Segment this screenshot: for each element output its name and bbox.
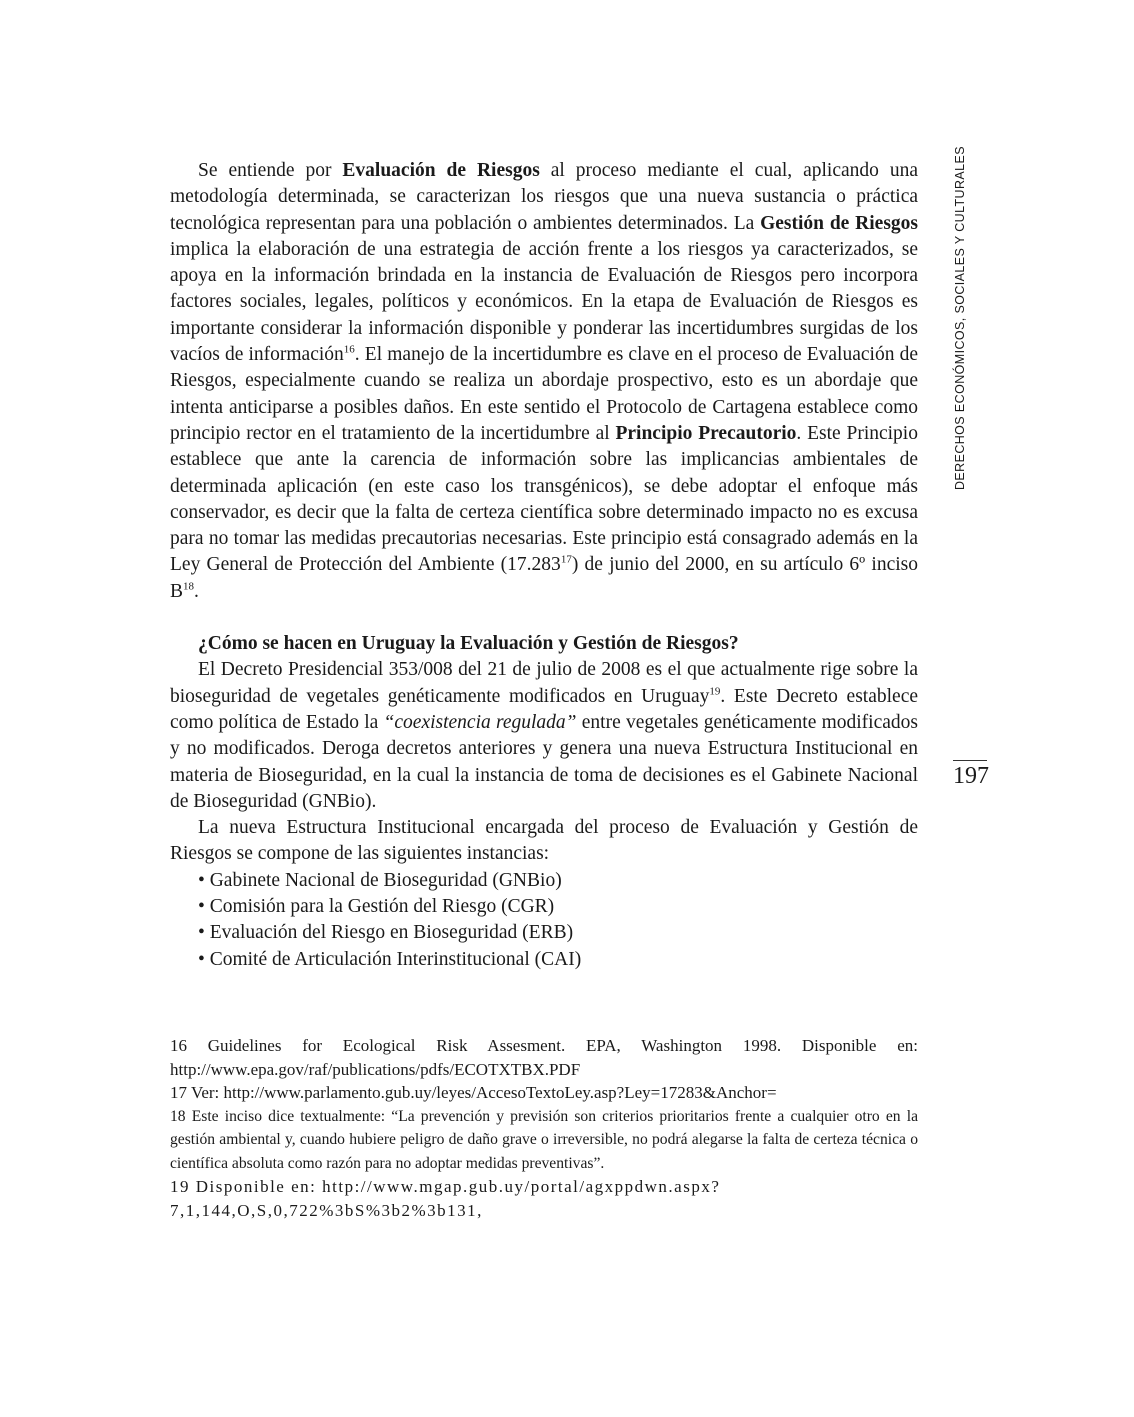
main-text <box>170 158 918 973</box>
paragraph-risk-definitions: Se entiende por Evaluación de Riesgos al proceso mediante el cual, aplicando una metodología determinada, se caracterizan los riesgos que una nueva sustancia o práctica tecnológica representan para una población o ambientes determinados. La Gestión de Riesgos implica la elaboración de una estrategia de acción frente a los riesgos ya caracterizados, se apoya en la información brindada en la instancia de Evaluación de Riesgos pero incorpora factores sociales, legales, políticos y económicos. En la etapa de Evaluación de Riesgos es importante considerar la información disponible y ponderar las incertidumbres surgidas de los vacíos de información$^{16}$. El manejo de la incertidumbre es clave en el proceso de Evaluación de Riesgos, especialmente cuando se realiza un abordaje prospectivo, esto es un abordaje que intenta anticiparse a posibles daños. En este sentido el Protocolo de Cartagena establece como principio rector en el tratamiento de la incertidumbre al Principio Precautorio. Este Principio establece que ante la carencia de información sobre las implicancias ambientales de determinada aplicación (en este caso los transgénicos), se debe adoptar el enfoque más conservador, es decir que la falta de certeza científica sobre determinado impacto no es excusa para no tomar las medidas precautorias necesarias. Este principio está consagrado además en la Ley General de Protección del Ambiente (17.283$^{17}$) de junio del 2000, en su artículo 6º inciso $B^{18}$. <box>170 160 918 602</box>
footnote-16: 16 Guidelines for Ecological Risk Assesment. EPA, Washington 1998. Disponible en: http://www.epa.gov/raf/publications/pdfs/ECOTXTBX.PDF <box>170 1036 918 1079</box>
footnote-19: 19 Disponible en: http://www.mgap.gub.uy/portal/agxppdwn.aspx?7,1,144,O,S,0,722%3bS%3b2%3b131, <box>170 1177 721 1220</box>
footnotes <box>170 1034 918 1222</box>
list-item: • Comisión para la Gestión del Riesgo (CGR) <box>198 894 918 920</box>
term-risk-evaluation: Evaluación de Riesgos <box>342 160 540 181</box>
footnote-ref-19[interactable]: 19 <box>709 685 721 698</box>
footnote-17: 17 Ver: http://www.parlamento.gub.uy/leyes/AccesoTextoLey.asp?Ley=17283&Anchor= <box>170 1083 777 1102</box>
section-heading: ¿Cómo se hacen en Uruguay la Evaluación y Gestión de Riesgos? <box>198 633 739 655</box>
footnote-ref-18[interactable]: 18 <box>183 580 195 593</box>
term-risk-management: Gestión de Riesgos <box>760 212 918 234</box>
page-number: 197 <box>953 760 987 790</box>
instances-list <box>170 868 918 973</box>
list-item: • Evaluación del Riesgo en Bioseguridad (ERB) <box>198 920 918 946</box>
list-item: • Gabinete Nacional de Bioseguridad (GNBio) <box>198 868 918 894</box>
footnote-18: 18 Este inciso dice textualmente: “La prevención y previsión son criterios prioritarios frente a cualquier otro en la gestión ambiental y, cuando hubiere peligro de daño grave o irreversible, no podrá alegarse la falta de certeza técnica o científica absoluta como razón para no adoptar medidas preventivas”. <box>170 1107 918 1172</box>
term-regulated-coexistence: “coexistencia regulada” <box>383 711 577 733</box>
footnote-ref-17[interactable]: 17 <box>560 553 572 566</box>
list-item: • Comité de Articulación Interinstitucional (CAI) <box>198 947 918 973</box>
paragraph-decree: El Decreto Presidencial 353/008 del 21 de julio de 2008 es el que actualmente rige sobre la bioseguridad de vegetales genéticamente modificados en Uruguay$^{19}$. Este Decreto establece como política de Estado la “coexistencia regulada” entre vegetales genéticamente modificados y no modificados. Deroga decretos anteriores y genera una nueva Estructura Institucional en materia de Bioseguridad, en la cual la instancia de toma de decisiones es el Gabinete Nacional de Bioseguridad (GNBio). <box>170 659 919 812</box>
term-precautionary-principle: Principio Precautorio <box>615 422 797 444</box>
section-spacer <box>170 605 918 631</box>
running-header: DERECHOS ECONÓMICOS, SOCIALES Y CULTURALES <box>953 146 967 490</box>
footnote-ref-16[interactable]: 16 <box>343 343 355 356</box>
paragraph-structure: La nueva Estructura Institucional encargada del proceso de Evaluación y Gestión de Riesgos se compone de las siguientes instancias: <box>170 817 918 865</box>
